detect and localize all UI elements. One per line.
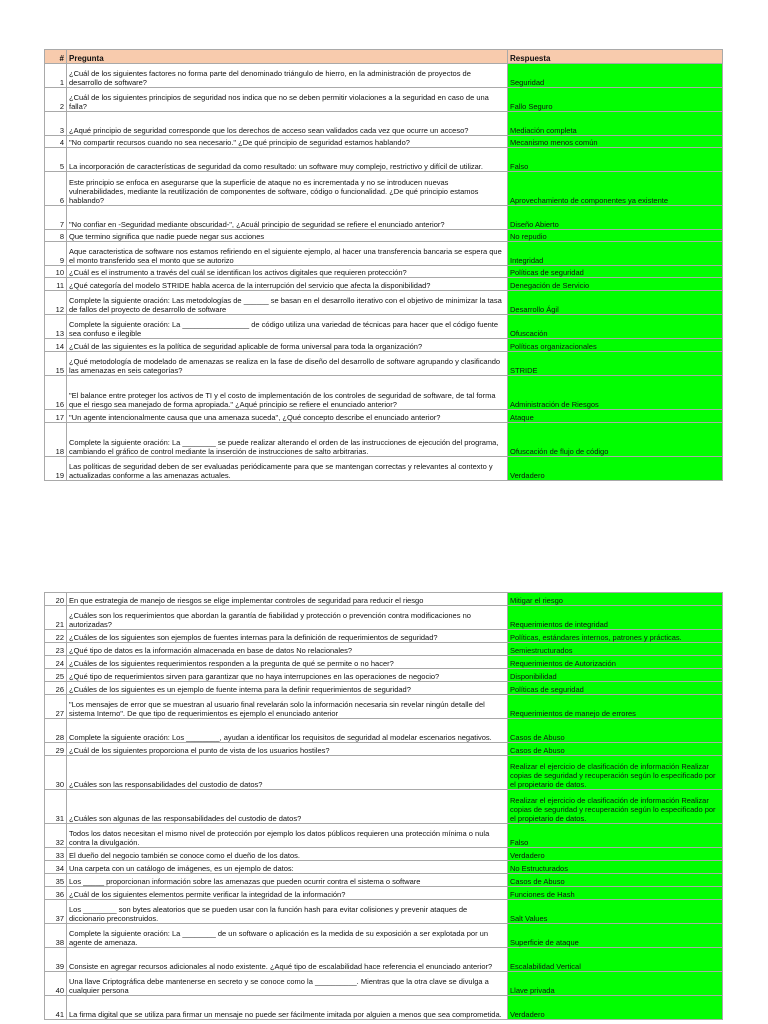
header-number: # — [45, 50, 67, 64]
answer-cell: Políticas de seguridad — [508, 682, 723, 695]
question-cell: ¿Qué tipo de datos es la información almacenada en base de datos No relacionales? — [67, 643, 508, 656]
table-row — [45, 790, 723, 824]
table-row — [45, 824, 723, 848]
question-cell: Que termino significa que nadie puede negar sus acciones — [67, 230, 508, 242]
row-number: 23 — [45, 643, 67, 656]
answer-cell: Fallo Seguro — [508, 88, 723, 112]
answer-cell: Mitigar el riesgo — [508, 593, 723, 606]
table-row — [45, 874, 723, 887]
answer-cell: Salt Values — [508, 900, 723, 924]
row-number: 9 — [45, 242, 67, 266]
header-question: Pregunta — [67, 50, 508, 64]
question-cell: "No compartir recursos cuando no sea necesario." ¿De qué principio de seguridad estamos hablando? — [67, 136, 508, 148]
row-number: 11 — [45, 278, 67, 291]
row-number: 8 — [45, 230, 67, 242]
question-cell: Todos los datos necesitan el mismo nivel de protección por ejemplo los datos públicos requieren una protección mínima o nula contra la divulgación. — [67, 824, 508, 848]
row-number: 5 — [45, 148, 67, 172]
table-row — [45, 112, 723, 136]
question-cell: ¿Cuáles son algunas de las responsabilidades del custodio de datos? — [67, 790, 508, 824]
question-cell: ¿Cuáles son los requerimientos que abordan la garantía de fiabilidad y protección o prevención contra modificaciones no autorizadas? — [67, 606, 508, 630]
table-row — [45, 643, 723, 656]
row-number: 25 — [45, 669, 67, 682]
question-cell: ¿Qué tipo de requerimientos sirven para garantizar que no haya interrupciones en las operaciones de negocio? — [67, 669, 508, 682]
row-number: 2 — [45, 88, 67, 112]
answer-cell: Falso — [508, 148, 723, 172]
question-cell: Consiste en agregar recursos adicionales al nodo existente. ¿Aqué tipo de escalabilidad hace referencia el enunciado anterior? — [67, 948, 508, 972]
table-row — [45, 743, 723, 756]
table-row — [45, 887, 723, 900]
row-number: 32 — [45, 824, 67, 848]
answer-cell: No Estructurados — [508, 861, 723, 874]
row-number: 38 — [45, 924, 67, 948]
question-cell: ¿Qué metodología de modelado de amenazas se realiza en la fase de diseño del desarrollo de software agrupando y clasificando las amenazas en seis categorías? — [67, 352, 508, 376]
row-number: 6 — [45, 172, 67, 206]
questions-table-page-1 — [44, 49, 723, 481]
table-row — [45, 948, 723, 972]
row-number: 31 — [45, 790, 67, 824]
table-row — [45, 266, 723, 278]
question-cell: Este principio se enfoca en asegurarse que la superficie de ataque no es incrementada y no se introducen nuevas vulnerabilidades, mediante la reutilización de componentes de software, código o funcionalidad. ¿De qué principio estamos hablando? — [67, 172, 508, 206]
row-number: 16 — [45, 376, 67, 410]
table-row — [45, 64, 723, 88]
answer-cell: Verdadero — [508, 996, 723, 1020]
table-row — [45, 315, 723, 339]
row-number: 39 — [45, 948, 67, 972]
answer-cell: Falso — [508, 824, 723, 848]
question-cell: Una llave Criptográfica debe mantenerse en secreto y se conoce como la __________. Mientras que la otra clave se divulga a cualquier persona — [67, 972, 508, 996]
answer-cell: Políticas, estándares internos, patrones y prácticas. — [508, 630, 723, 643]
question-cell: ¿Cuáles son las responsabilidades del custodio de datos? — [67, 756, 508, 790]
row-number: 19 — [45, 457, 67, 481]
question-cell: ¿Qué categoría del modelo STRIDE habla acerca de la interrupción del servicio que afecta la disponibilidad? — [67, 278, 508, 291]
row-number: 15 — [45, 352, 67, 376]
table-header-row — [45, 50, 723, 64]
table-row — [45, 924, 723, 948]
answer-cell: Mediación completa — [508, 112, 723, 136]
row-number: 30 — [45, 756, 67, 790]
answer-cell: Superficie de ataque — [508, 924, 723, 948]
table-row — [45, 900, 723, 924]
question-cell: Las políticas de seguridad deben de ser evaluadas periódicamente para que se mantengan correctas y relevantes al contexto y actualizadas conforme a las amenazas actuales. — [67, 457, 508, 481]
question-cell: ¿Cuáles de los siguientes son ejemplos de fuentes internas para la definición de requerimientos de seguridad? — [67, 630, 508, 643]
answer-cell: STRIDE — [508, 352, 723, 376]
row-number: 14 — [45, 339, 67, 352]
question-cell: ¿Cuáles de los siguientes es un ejemplo de fuente interna para la definir requerimientos de seguridad? — [67, 682, 508, 695]
table-row — [45, 457, 723, 481]
table-row — [45, 593, 723, 606]
table-row — [45, 848, 723, 861]
table-row — [45, 682, 723, 695]
table-row — [45, 861, 723, 874]
answer-cell: Desarrollo Ágil — [508, 291, 723, 315]
answer-cell: Casos de Abuso — [508, 719, 723, 743]
question-cell: En que estrategia de manejo de riesgos se elige implementar controles de seguridad para reducir el riesgo — [67, 593, 508, 606]
table-row — [45, 230, 723, 242]
row-number: 27 — [45, 695, 67, 719]
table-row — [45, 669, 723, 682]
table-row — [45, 172, 723, 206]
answer-cell: Ataque — [508, 410, 723, 423]
table-row — [45, 148, 723, 172]
answer-cell: Políticas organizacionales — [508, 339, 723, 352]
question-cell: Los ________ son bytes aleatorios que se pueden usar con la función hash para evitar colisiones y prevenir ataques de diccionario preconstruidos. — [67, 900, 508, 924]
question-cell: Complete la siguiente oración: La ________ de un software o aplicación es la medida de su exposición a ser explotada por un agente de amenaza. — [67, 924, 508, 948]
table-row — [45, 606, 723, 630]
answer-cell: Escalabilidad Vertical — [508, 948, 723, 972]
answer-cell: Mecanismo menos común — [508, 136, 723, 148]
row-number: 12 — [45, 291, 67, 315]
row-number: 26 — [45, 682, 67, 695]
table-row — [45, 410, 723, 423]
row-number: 22 — [45, 630, 67, 643]
answer-cell: Ofuscación — [508, 315, 723, 339]
row-number: 4 — [45, 136, 67, 148]
answer-cell: Aprovechamiento de componentes ya existente — [508, 172, 723, 206]
answer-cell: Seguridad — [508, 64, 723, 88]
table-row — [45, 278, 723, 291]
question-cell: La firma digital que se utiliza para firmar un mensaje no puede ser fácilmente imitada por alguien a menos que sea comprometida. — [67, 996, 508, 1020]
answer-cell: Requerimientos de Autorización — [508, 656, 723, 669]
answer-cell: Administración de Riesgos — [508, 376, 723, 410]
answer-cell: Casos de Abuso — [508, 743, 723, 756]
question-cell: Complete la siguiente oración: Las metodologías de ______ se basan en el desarrollo iterativo con el objetivo de minimizar la tasa de fallos del proyecto de desarrollo de software — [67, 291, 508, 315]
table-row — [45, 242, 723, 266]
row-number: 21 — [45, 606, 67, 630]
answer-cell: Verdadero — [508, 457, 723, 481]
row-number: 29 — [45, 743, 67, 756]
question-cell: "El balance entre proteger los activos de TI y el costo de implementación de los controles de seguridad de software, de tal forma que el riesgo sea manejado de forma apropiada." ¿Aqué principio se refiere el enunciado anterior? — [67, 376, 508, 410]
row-number: 17 — [45, 410, 67, 423]
row-number: 28 — [45, 719, 67, 743]
row-number: 20 — [45, 593, 67, 606]
answer-cell: Ofuscación de flujo de código — [508, 423, 723, 457]
row-number: 7 — [45, 206, 67, 230]
table-row — [45, 352, 723, 376]
question-cell: ¿Cuál de los siguientes principios de seguridad nos indica que no se deben permitir violaciones a la seguridad en caso de una falla? — [67, 88, 508, 112]
question-cell: ¿Cuál de los siguientes elementos permite verificar la integridad de la información? — [67, 887, 508, 900]
answer-cell: Requerimientos de manejo de errores — [508, 695, 723, 719]
row-number: 34 — [45, 861, 67, 874]
answer-cell: Denegación de Servicio — [508, 278, 723, 291]
answer-cell: Realizar el ejercicio de clasificación de información Realizar copias de seguridad y recuperación según lo especificado por el propietario de datos. — [508, 756, 723, 790]
question-cell: Una carpeta con un catálogo de imágenes, es un ejemplo de datos: — [67, 861, 508, 874]
table-row — [45, 339, 723, 352]
question-cell: ¿Cuáles de los siguientes requerimientos responden a la pregunta de qué se permite o no hacer? — [67, 656, 508, 669]
question-cell: ¿Cuál de los siguientes factores no forma parte del denominado triángulo de hierro, en la administración de proyectos de desarrollo de software? — [67, 64, 508, 88]
answer-cell: Llave privada — [508, 972, 723, 996]
question-cell: ¿Cuál es el instrumento a través del cuál se identifican los activos digitales que requieren protección? — [67, 266, 508, 278]
question-cell: "Los mensajes de error que se muestran al usuario final revelarán solo la información necesaria sin revelar ningún detalle del sistema Interno". De que tipo de requerimientos es ejemplo el enunciado anterior — [67, 695, 508, 719]
row-number: 33 — [45, 848, 67, 861]
table-row — [45, 630, 723, 643]
row-number: 40 — [45, 972, 67, 996]
answer-cell: Requerimientos de integridad — [508, 606, 723, 630]
question-cell: Aque caracteristica de software nos estamos refiriendo en el siguiente ejemplo, al hacer una transferencia bancaria se espera que el monto transferido sea el monto que se autorizo — [67, 242, 508, 266]
question-cell: ¿Cuál de los siguientes proporciona el punto de vista de los usuarios hostiles? — [67, 743, 508, 756]
table-row — [45, 136, 723, 148]
answer-cell: Integridad — [508, 242, 723, 266]
answer-cell: Casos de Abuso — [508, 874, 723, 887]
table-row — [45, 719, 723, 743]
row-number: 35 — [45, 874, 67, 887]
header-answer: Respuesta — [508, 50, 723, 64]
row-number: 36 — [45, 887, 67, 900]
question-cell: La incorporación de características de seguridad da como resultado: un software muy complejo, restrictivo y difícil de utilizar. — [67, 148, 508, 172]
table-row — [45, 695, 723, 719]
row-number: 1 — [45, 64, 67, 88]
question-cell: "Un agente intencionalmente causa que una amenaza suceda", ¿Qué concepto describe el enunciado anterior? — [67, 410, 508, 423]
row-number: 3 — [45, 112, 67, 136]
question-cell: ¿Cuál de las siguientes es la política de seguridad aplicable de forma universal para toda la organización? — [67, 339, 508, 352]
table-row — [45, 376, 723, 410]
question-cell: "No confiar en -Seguridad mediante obscuridad-", ¿Acuál principio de seguridad se refiere el enunciado anterior? — [67, 206, 508, 230]
row-number: 18 — [45, 423, 67, 457]
answer-cell: Funciones de Hash — [508, 887, 723, 900]
questions-table-page-2 — [44, 592, 723, 1020]
row-number: 10 — [45, 266, 67, 278]
question-cell: Los _____ proporcionan información sobre las amenazas que pueden ocurrir contra el sistema o software — [67, 874, 508, 887]
question-cell: Complete la siguiente oración: Los ________, ayudan a identificar los requisitos de seguridad al modelar escenarios negativos. — [67, 719, 508, 743]
row-number: 37 — [45, 900, 67, 924]
question-cell: Complete la siguiente oración: La ________ se puede realizar alterando el orden de las instrucciones de ejecución del programa, cambiando el gráfico de control mediante la inserción de instrucciones de salto arbitrarias. — [67, 423, 508, 457]
answer-cell: No repudio — [508, 230, 723, 242]
answer-cell: Disponibilidad — [508, 669, 723, 682]
table-row — [45, 656, 723, 669]
question-cell: Complete la siguiente oración: La ________________ de código utiliza una variedad de técnicas para hacer que el código fuente sea confuso e ilegible — [67, 315, 508, 339]
question-cell: ¿Aqué principio de seguridad corresponde que los derechos de acceso sean validados cada vez que ocurre un acceso? — [67, 112, 508, 136]
row-number: 41 — [45, 996, 67, 1020]
table-row — [45, 206, 723, 230]
table-row — [45, 291, 723, 315]
table-row — [45, 756, 723, 790]
table-row — [45, 972, 723, 996]
answer-cell: Verdadero — [508, 848, 723, 861]
answer-cell: Diseño Abierto — [508, 206, 723, 230]
answer-cell: Políticas de seguridad — [508, 266, 723, 278]
table-row — [45, 996, 723, 1020]
answer-cell: Realizar el ejercicio de clasificación de información Realizar copias de seguridad y recuperación según lo especificado por el propietario de datos. — [508, 790, 723, 824]
table-row — [45, 423, 723, 457]
row-number: 13 — [45, 315, 67, 339]
question-cell: El dueño del negocio también se conoce como el dueño de los datos. — [67, 848, 508, 861]
answer-cell: Semiestructurados — [508, 643, 723, 656]
table-row — [45, 88, 723, 112]
row-number: 24 — [45, 656, 67, 669]
